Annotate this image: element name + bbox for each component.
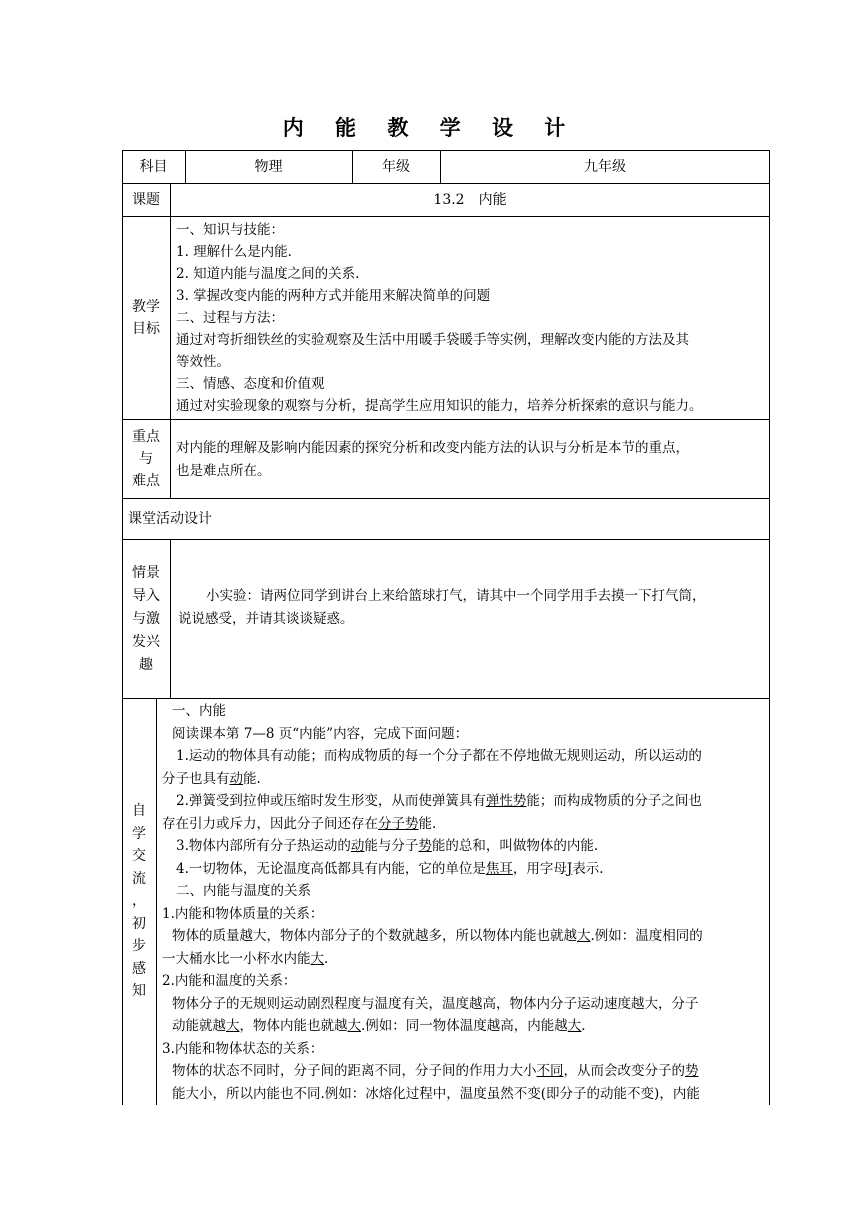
goals-content [176, 219, 766, 417]
document-title: 内 能 教 学 设 计 [282, 115, 578, 140]
answer-blank: J [566, 860, 573, 877]
goals-line: 一、知识与技能： [176, 222, 284, 238]
keypoints-line: 对内能的理解及影响内能因素的探究分析和改变内能方法的认识与分析是本节的重点， [176, 440, 689, 456]
answer-blank: 分子势 [378, 815, 419, 832]
row-activity-design [122, 498, 770, 540]
goals-line: 通过对实验现象的观察与分析，提高学生应用知识的能力，培养分析探索的意识与能力。 [176, 398, 703, 414]
intro-line: 小实验：请两位同学到讲台上来给篮球打气，请其中一个同学用手去摸一下打气筒， [206, 588, 706, 604]
goals-line: 二、过程与方法： [176, 310, 284, 326]
keypoints-line: 也是难点所在。 [176, 463, 271, 479]
goals-line: 三、情感、态度和价值观 [176, 376, 325, 392]
intro-label: 情景 导入 与激 发兴 趣 [132, 564, 160, 673]
answer-blank: 焦耳 [485, 860, 513, 877]
answer-blank: 大 [567, 1018, 582, 1034]
subject-value: 物理 [254, 159, 283, 175]
answer-blank: 弹性势 [485, 793, 527, 809]
answer-blank: 大 [226, 1018, 240, 1034]
answer-blank: 动 [350, 838, 365, 854]
keypoints-label: 重点 与 难点 [132, 429, 160, 489]
answer-blank: 不同 [536, 1063, 564, 1079]
goals-line: 通过对弯折细铁丝的实验观察及生活中用暖手袋暖手等实例，理解改变内能的方法及其 [176, 332, 689, 348]
intro-line: 说说感受，并请其谈谈疑惑。 [178, 611, 354, 627]
keypoints-content [176, 437, 766, 483]
goals-label: 教学 目标 [132, 299, 160, 337]
grade-value: 九年级 [584, 159, 626, 175]
intro-content [178, 585, 768, 631]
goals-line: 1. 理解什么是内能. [176, 244, 292, 260]
self-study-content: 一、内能 阅读课本第 7—8 页“内能”内容，完成下面问题： 1.运动的物体具有动能；而构成物质的每一个分子都在不停地做无规则运动，所以运动的 分子也具有动能. 2.弹簧受到拉伸或压缩时发生形变，从而使弹簧具有弹性势能；而构成物质的分子之间也 存在引力或斥力，因此分子间还存在分子势能. 3.物体内部所有分子热运动的动能与分子势能的总和，叫做物体的内能. 4.一切物体，无论温度高低都具有内能，它的单位是焦耳，用字母J表示. 二、内能与温度的关系 1.内能和物体质量的关系： 物体的质量越大，物体内部分子的个数就越多，所以物体内能也就越大.例如：温度相同的 一大桶水比一小杯水内能大. 2.内能和温度的关系： 物体分子的无规则运动剧烈程度与温度有关，温度越高，物体内分子运动速度越大，分子 动能就越大，物体内能也就越大.例如：同一物体温度越高，内能越大. 3.内能和物体状态的关系： 物体的状态不同时，分子间的距离不同，分子间的作用力大小不同，从而会改变分子的势 能大小，所以内能也不同.例如：冰熔化过程中，温度虽然不变(即分子的动能不变)，内能 [162, 703, 703, 1102]
answer-blank: 势 [685, 1063, 699, 1079]
topic-value: 13.2 内能 [433, 192, 507, 208]
answer-blank: 动 [229, 770, 243, 787]
activity-design-heading: 课堂活动设计 [128, 511, 212, 527]
answer-blank: 大 [347, 1018, 361, 1034]
goals-line: 2. 知道内能与温度之间的关系. [176, 266, 360, 282]
goals-line: 等效性。 [176, 354, 230, 370]
answer-blank: 势 [418, 838, 432, 854]
answer-blank: 大 [310, 950, 324, 967]
grade-label: 年级 [382, 159, 410, 175]
self-study-label: 自 学 交 流 ， 初 步 感 知 [132, 803, 146, 999]
answer-blank: 大 [577, 928, 591, 944]
topic-label: 课题 [132, 192, 160, 208]
subject-label: 科目 [139, 159, 168, 175]
goals-line: 3. 掌握改变内能的两种方式并能用来解决简单的问题 [176, 288, 491, 304]
